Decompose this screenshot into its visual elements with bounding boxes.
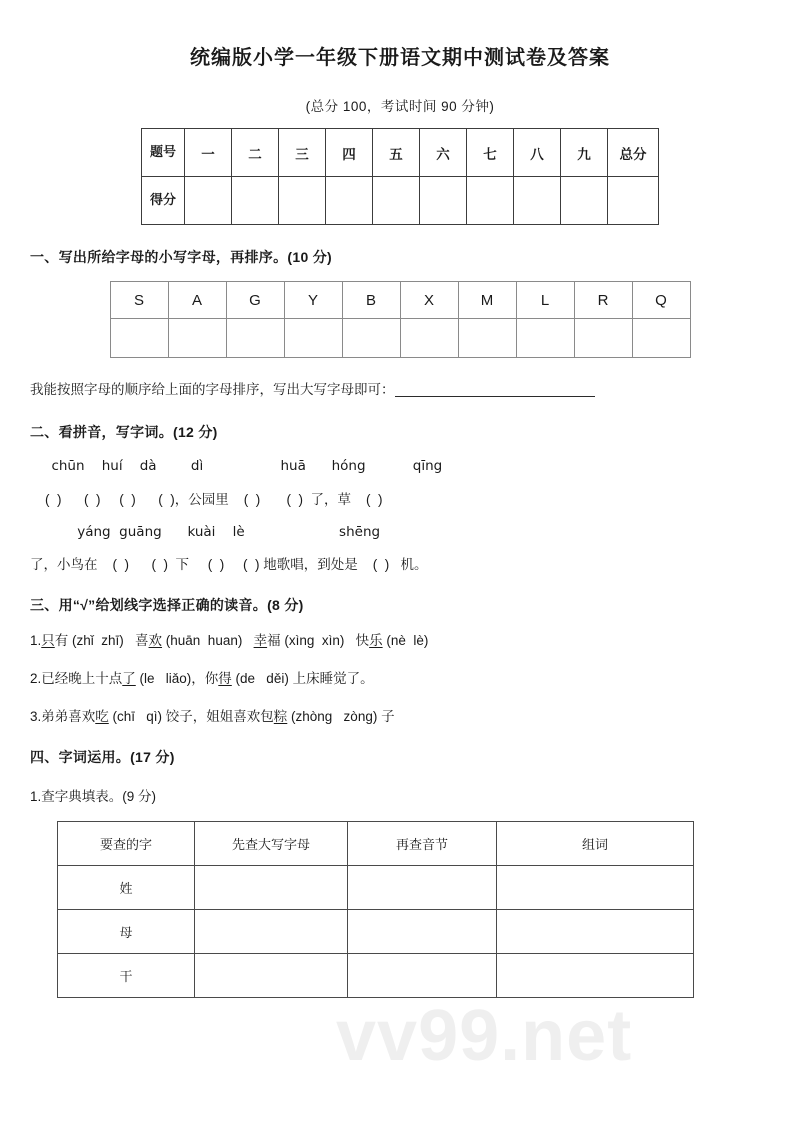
dict-answer-cell[interactable] <box>195 910 348 954</box>
item-part: 欢 <box>148 633 163 649</box>
dict-answer-cell[interactable] <box>348 910 497 954</box>
dict-answer-cell[interactable] <box>497 910 694 954</box>
letter-cell: B <box>342 282 400 319</box>
pinyin-line-1: chūn huí dà dì huā hóng qīng <box>30 458 443 475</box>
item-part: 有 (zhǐ zhī) 喜 <box>54 633 149 649</box>
letter-cell: S <box>110 282 168 319</box>
watermark: vv99.net <box>336 996 633 1076</box>
table-row <box>110 282 690 319</box>
item-number: 1. <box>30 633 42 649</box>
item-part: 粽 <box>273 709 288 725</box>
item-part: (chī qì) 饺子，姐姐喜欢包 <box>108 709 274 725</box>
table-row <box>58 910 694 954</box>
letters-table-container <box>30 281 770 358</box>
dict-answer-cell[interactable] <box>348 954 497 998</box>
answer-line-2: 了，小鸟在 ( ) ( ) 下 ( ) ( ) 地歌唱，到处是 ( ) 机。 <box>30 557 428 573</box>
score-col-1: 一 <box>185 129 232 177</box>
item-part: 福 (xìng xìn) 快 <box>267 633 370 649</box>
dict-row-char: 母 <box>58 910 195 954</box>
letter-cell: M <box>458 282 516 319</box>
score-cell[interactable] <box>373 177 420 225</box>
score-col-6: 六 <box>420 129 467 177</box>
page-title: 统编版小学一年级下册语文期中测试卷及答案 <box>190 47 610 69</box>
dict-row-char: 姓 <box>58 866 195 910</box>
item-part: (zhòng zòng) 子 <box>287 709 395 725</box>
item-number: 2. <box>30 671 42 687</box>
dict-header-syllable: 再查音节 <box>348 822 497 866</box>
dict-row-char: 干 <box>58 954 195 998</box>
item-part: 弟弟喜欢 <box>41 709 96 725</box>
table-row <box>142 129 659 177</box>
score-cell[interactable] <box>185 177 232 225</box>
letter-answer-cell[interactable] <box>574 319 632 358</box>
section-3-item-3 <box>30 705 770 725</box>
letter-cell: Q <box>632 282 690 319</box>
section-1-answer-blank[interactable] <box>395 396 595 397</box>
pinyin-line-2: yáng guāng kuài lè shēng <box>30 523 381 540</box>
letter-answer-cell[interactable] <box>342 319 400 358</box>
table-row <box>110 319 690 358</box>
letter-cell: L <box>516 282 574 319</box>
score-row-label-题号: 题号 <box>142 129 185 177</box>
item-part: (de děi) 上床睡觉了。 <box>231 671 374 687</box>
score-cell[interactable] <box>467 177 514 225</box>
score-col-total: 总分 <box>608 129 659 177</box>
score-col-2: 二 <box>232 129 279 177</box>
score-col-3: 三 <box>279 129 326 177</box>
dict-answer-cell[interactable] <box>195 866 348 910</box>
dict-answer-cell[interactable] <box>497 866 694 910</box>
score-col-9: 九 <box>561 129 608 177</box>
table-row <box>58 954 694 998</box>
score-col-7: 七 <box>467 129 514 177</box>
item-part: (huān huan) <box>162 633 254 649</box>
letter-cell: Y <box>284 282 342 319</box>
letter-cell: X <box>400 282 458 319</box>
dict-header-char: 要查的字 <box>58 822 195 866</box>
score-col-5: 五 <box>373 129 420 177</box>
section-3-item-2 <box>30 667 770 687</box>
table-row <box>142 177 659 225</box>
page-subtitle: (总分 100，考试时间 90 分钟) <box>305 99 495 114</box>
letter-cell: G <box>226 282 284 319</box>
section-3-heading: 三、用“√”给划线字选择正确的读音。(8 分) <box>30 597 304 614</box>
score-row-label-得分: 得分 <box>142 177 185 225</box>
section-1-note-text: 我能按照字母的顺序给上面的字母排序，写出大写字母即可： <box>30 382 395 397</box>
letter-answer-cell[interactable] <box>516 319 574 358</box>
score-cell[interactable] <box>232 177 279 225</box>
section-3-item-1 <box>30 629 770 649</box>
dict-header-word: 组词 <box>497 822 694 866</box>
dict-header-letter: 先查大写字母 <box>195 822 348 866</box>
score-table <box>141 128 659 225</box>
table-row <box>58 822 694 866</box>
section-4-heading: 四、字词运用。(17 分) <box>30 749 175 766</box>
letter-answer-cell[interactable] <box>226 319 284 358</box>
item-number: 3. <box>30 709 42 725</box>
section-4-subheading: 1.查字典填表。(9 分) <box>30 789 157 805</box>
item-part: 乐 <box>369 633 383 649</box>
score-col-4: 四 <box>326 129 373 177</box>
dictionary-table <box>57 821 694 998</box>
letter-answer-cell[interactable] <box>632 319 690 358</box>
item-part: 只 <box>41 633 55 649</box>
item-part: (nè lè) <box>382 633 429 649</box>
letter-answer-cell[interactable] <box>110 319 168 358</box>
section-2-heading: 二、看拼音，写字词。(12 分) <box>30 424 218 441</box>
item-part: 已经晚上十点 <box>41 671 123 687</box>
score-table-container <box>30 128 770 225</box>
item-part: 吃 <box>95 709 109 725</box>
letter-answer-cell[interactable] <box>400 319 458 358</box>
dict-answer-cell[interactable] <box>195 954 348 998</box>
letter-answer-cell[interactable] <box>284 319 342 358</box>
section-1-note <box>30 380 770 400</box>
section-1-heading: 一、写出所给字母的小写字母，再排序。(10 分) <box>30 249 332 265</box>
letter-cell: R <box>574 282 632 319</box>
letter-cell: A <box>168 282 226 319</box>
letter-answer-cell[interactable] <box>168 319 226 358</box>
table-row <box>58 866 694 910</box>
score-cell[interactable] <box>420 177 467 225</box>
score-cell[interactable] <box>514 177 561 225</box>
dict-answer-cell[interactable] <box>497 954 694 998</box>
score-cell[interactable] <box>326 177 373 225</box>
dict-answer-cell[interactable] <box>348 866 497 910</box>
dictionary-table-container <box>30 821 770 998</box>
letter-answer-cell[interactable] <box>458 319 516 358</box>
letters-table <box>110 281 691 358</box>
answer-line-1: ( ) ( ) ( ) ( )，公园里 ( ) ( ) 了，草 ( ) <box>30 491 383 507</box>
score-col-8: 八 <box>514 129 561 177</box>
score-cell[interactable] <box>608 177 659 225</box>
item-part: 得 <box>218 671 232 687</box>
score-cell[interactable] <box>279 177 326 225</box>
item-part: 幸 <box>253 633 268 649</box>
item-part: (le liǎo)，你 <box>135 671 219 687</box>
score-cell[interactable] <box>561 177 608 225</box>
item-part: 了 <box>122 671 136 687</box>
